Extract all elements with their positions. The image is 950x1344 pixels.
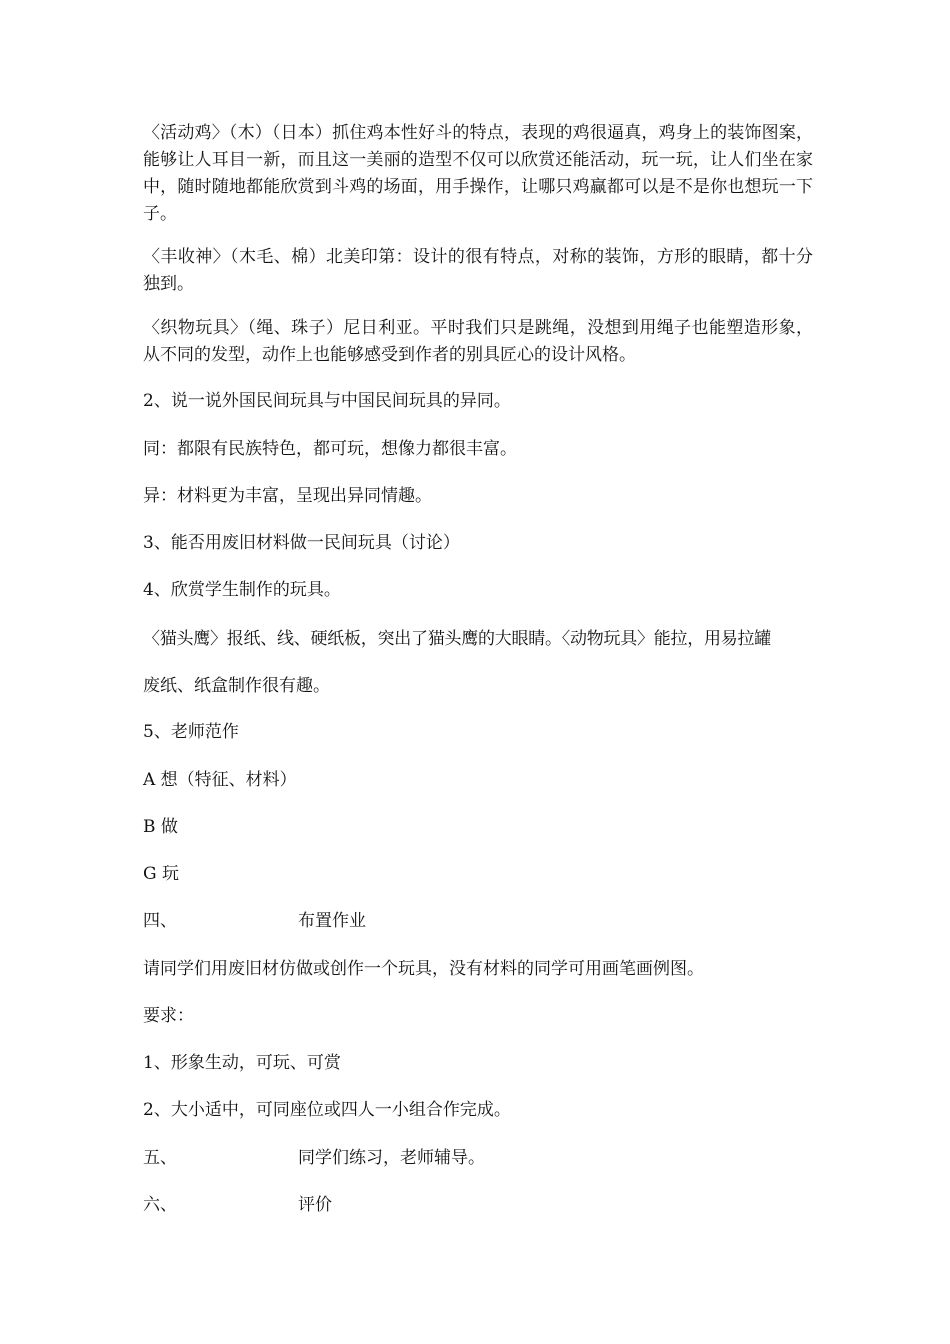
item-appreciate-student-toys: 4、欣赏学生制作的玩具。 (143, 580, 341, 600)
item-teacher-demo: 5、老师范作 (143, 722, 239, 742)
section-five-title: 同学们练习，老师辅导。 (298, 1148, 485, 1168)
paragraph-fabric-toy: 〈织物玩具〉（绳、珠子）尼日利亚。平时我们只是跳绳，没想到用绳子也能塑造形象，从不同的发型，动作上也能够感受到作者的别具匠心的设计风格。 (143, 318, 813, 365)
section-six-number: 六、 (143, 1195, 177, 1215)
paragraph-homework: 请同学们用废旧材仿做或创作一个玩具，没有材料的同学可用画笔画例图。 (143, 959, 704, 979)
section-six-title: 评价 (298, 1195, 332, 1215)
section-four-title: 布置作业 (298, 911, 366, 931)
step-a-think: A 想（特征、材料） (143, 770, 297, 790)
section-five-number: 五、 (143, 1148, 177, 1168)
paragraph-owl-toy: 〈猫头鹰〉报纸、线、硬纸板，突出了猫头鹰的大眼睛。〈动物玩具〉能拉，用易拉罐 (143, 629, 771, 649)
requirements-label: 要求： (143, 1006, 194, 1026)
section-four-number: 四、 (143, 911, 177, 931)
item-differences: 异：材料更为丰富，呈现出异同情趣。 (143, 486, 432, 506)
paragraph-active-chicken: 〈活动鸡〉（木）（日本）抓住鸡本性好斗的特点，表现的鸡很逼真，鸡身上的装饰图案，能够让人耳目一新，而且这一美丽的造型不仅可以欣赏还能活动，玩一玩，让人们坐在家中，随时随地都能欣赏到斗鸡的场面，用手操作，让哪只鸡赢都可以是不是你也想玩一下子。 (143, 123, 813, 224)
item-compare-toys: 2、说一说外国民间玩具与中国民间玩具的异同。 (143, 391, 511, 411)
item-recycled-materials: 3、能否用废旧材料做一民间玩具（讨论） (143, 533, 460, 553)
paragraph-harvest-god: 〈丰收神〉（木毛、棉）北美印第：设计的很有特点，对称的装饰，方形的眼睛，都十分独到。 (143, 247, 813, 294)
requirement-two: 2、大小适中，可同座位或四人一小组合作完成。 (143, 1100, 511, 1120)
paragraph-paper-toy: 废纸、纸盒制作很有趣。 (143, 676, 330, 696)
step-b-make: B 做 (143, 817, 178, 837)
requirement-one: 1、形象生动，可玩、可赏 (143, 1053, 341, 1073)
item-similarities: 同：都限有民族特色，都可玩，想像力都很丰富。 (143, 439, 517, 459)
step-g-play: G 玩 (143, 864, 179, 884)
